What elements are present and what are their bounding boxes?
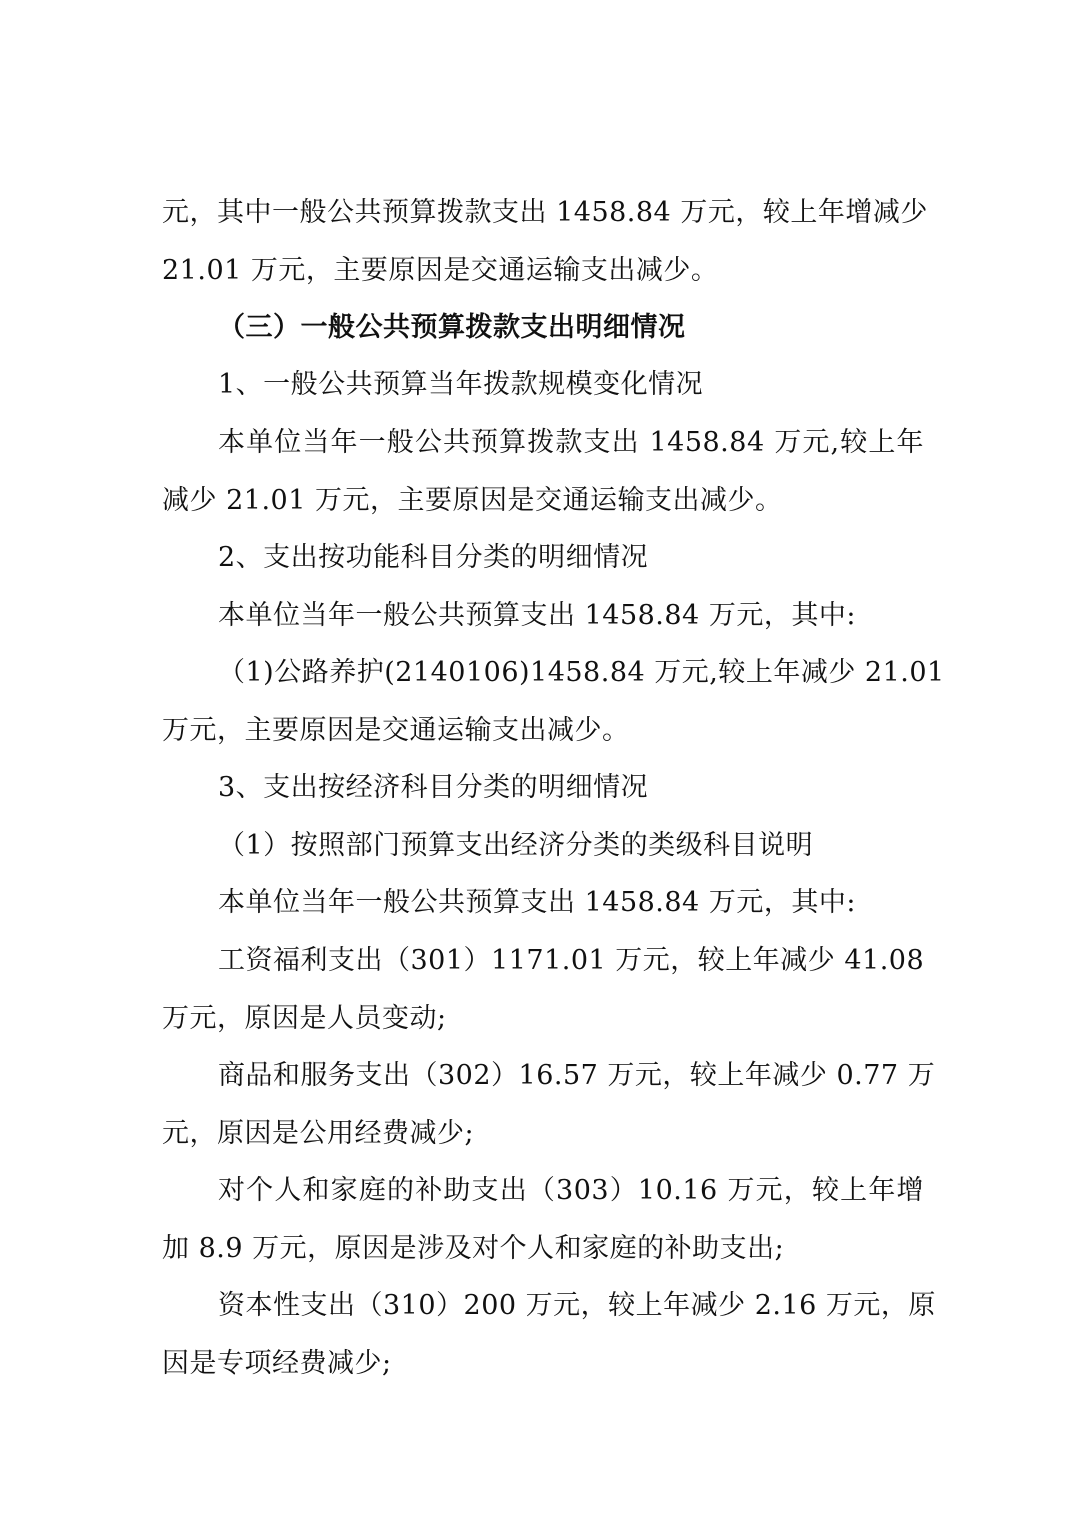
paragraph-line: 资本性支出（310）200 万元，较上年减少 2.16 万元，原 xyxy=(218,1290,936,1321)
paragraph-line: 元，原因是公用经费减少; xyxy=(162,1118,475,1149)
paragraph-line: 工资福利支出（301）1171.01 万元，较上年减少 41.08 xyxy=(218,945,925,976)
paragraph-line: 本单位当年一般公共预算支出 1458.84 万元，其中: xyxy=(218,887,856,918)
paragraph-line: 减少 21.01 万元，主要原因是交通运输支出减少。 xyxy=(162,485,783,516)
subsection-heading: 1、一般公共预算当年拨款规模变化情况 xyxy=(218,369,704,400)
paragraph-line: 因是专项经费减少; xyxy=(162,1348,392,1379)
subsection-heading: （1）按照部门预算支出经济分类的类级科目说明 xyxy=(218,830,814,861)
paragraph-line: 万元，原因是人员变动; xyxy=(162,1003,447,1034)
paragraph-line: 对个人和家庭的补助支出（303）10.16 万元，较上年增 xyxy=(218,1175,924,1206)
subsection-heading: 2、支出按功能科目分类的明细情况 xyxy=(218,542,649,573)
paragraph-line: （1)公路养护(2140106)1458.84 万元,较上年减少 21.01 xyxy=(218,657,945,688)
paragraph-line: 本单位当年一般公共预算支出 1458.84 万元，其中: xyxy=(218,600,856,631)
paragraph-line: 万元，主要原因是交通运输支出减少。 xyxy=(162,715,630,746)
paragraph-line: 本单位当年一般公共预算拨款支出 1458.84 万元,较上年 xyxy=(218,427,924,458)
section-heading: （三）一般公共预算拨款支出明细情况 xyxy=(218,312,686,343)
subsection-heading: 3、支出按经济科目分类的明细情况 xyxy=(218,772,649,803)
paragraph-line: 21.01 万元，主要原因是交通运输支出减少。 xyxy=(162,255,719,286)
paragraph-line: 加 8.9 万元，原因是涉及对个人和家庭的补助支出; xyxy=(162,1233,785,1264)
paragraph-line: 元，其中一般公共预算拨款支出 1458.84 万元，较上年增减少 xyxy=(162,197,928,228)
paragraph-line: 商品和服务支出（302）16.57 万元，较上年减少 0.77 万 xyxy=(218,1060,936,1091)
